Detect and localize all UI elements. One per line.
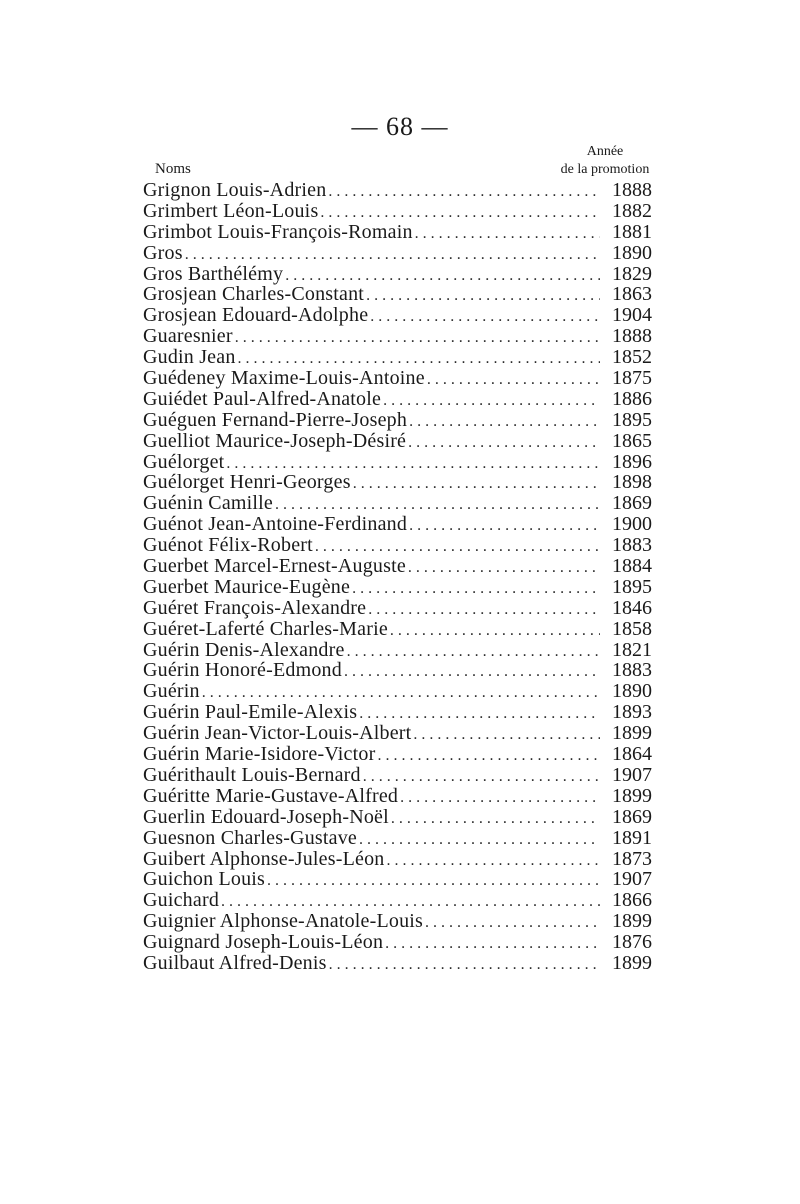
entry-year: 1895: [612, 408, 652, 431]
dot-leader: [408, 558, 600, 579]
entry-year: 1896: [612, 450, 652, 473]
list-item: [143, 953, 670, 974]
entry-year: 1864: [612, 743, 652, 766]
dot-leader: [391, 809, 600, 830]
dot-leader: [328, 182, 600, 203]
list-item: [143, 535, 670, 556]
list-item: [143, 619, 670, 640]
list-item: [143, 890, 670, 911]
entry-name: Guéret-Laferté Charles-Marie: [143, 617, 388, 640]
entry-year: 1876: [612, 931, 652, 954]
entry-name: Guerbet Marcel-Ernest-Auguste: [143, 555, 406, 578]
dot-leader: [390, 621, 600, 642]
entry-name: Guerlin Edouard-Joseph-Noël: [143, 805, 389, 828]
entry-year: 1890: [612, 241, 652, 264]
entry-name: Grimbot Louis-François-Romain: [143, 220, 413, 243]
dot-leader: [329, 955, 600, 976]
entry-name: Guédeney Maxime-Louis-Antoine: [143, 367, 425, 390]
entry-year: 1882: [612, 199, 652, 222]
entry-name: Guérin Denis-Alexandre: [143, 638, 345, 661]
list-item: [143, 431, 670, 452]
dot-leader: [366, 286, 600, 307]
entry-name: Guelliot Maurice-Joseph-Désiré: [143, 429, 407, 452]
list-item: [143, 410, 670, 431]
entry-year: 1898: [612, 471, 652, 494]
dot-leader: [409, 412, 600, 433]
dot-leader: [415, 224, 600, 245]
entry-name: Guichard: [143, 889, 220, 912]
entry-name: Guérin Marie-Isidore-Victor: [143, 743, 376, 766]
entry-name: Grignon Louis-Adrien: [143, 179, 327, 201]
list-item: [143, 493, 670, 514]
entry-name: Guéret François-Alexandre: [143, 596, 367, 619]
entry-year: 1899: [612, 910, 652, 933]
entry-year: 1869: [612, 492, 652, 515]
entry-name: Grimbert Léon-Louis: [143, 199, 319, 222]
entry-year: 1890: [612, 680, 652, 703]
entry-name: Guénin Camille: [143, 492, 273, 515]
list-item: [143, 514, 670, 535]
list-item: [143, 180, 670, 201]
list-item: [143, 828, 670, 849]
entry-name: Grosjean Edouard-Adolphe: [143, 304, 369, 327]
dot-leader: [359, 830, 600, 851]
dot-leader: [235, 328, 600, 349]
list-item: [143, 284, 670, 305]
entry-name: Guérin: [143, 680, 200, 703]
entries-list: [143, 180, 670, 974]
entry-name: Guélorget: [143, 450, 225, 473]
entry-name: Grosjean Charles-Constant: [143, 283, 365, 306]
list-item: [143, 869, 670, 890]
entry-year: 1869: [612, 805, 652, 828]
entry-name: Gudin Jean: [143, 346, 236, 369]
entry-year: 1899: [612, 951, 652, 974]
list-item: [143, 368, 670, 389]
list-item: [143, 744, 670, 765]
dot-leader: [409, 516, 600, 537]
list-item: [143, 472, 670, 493]
list-item: [143, 577, 670, 598]
dot-leader: [408, 433, 600, 454]
list-item: [143, 556, 670, 577]
entry-year: 1821: [612, 638, 652, 661]
entry-name: Gros: [143, 241, 183, 264]
entry-year: 1829: [612, 262, 652, 285]
entry-year: 1886: [612, 387, 652, 410]
entry-name: Guesnon Charles-Gustave: [143, 826, 357, 849]
entry-year: 1904: [612, 304, 652, 327]
entry-name: Guérin Jean-Victor-Louis-Albert: [143, 722, 412, 745]
dot-leader: [427, 370, 600, 391]
entry-name: Gros Barthélémy: [143, 262, 284, 285]
entry-name: Guénot Jean-Antoine-Ferdinand: [143, 513, 408, 536]
list-item: [143, 911, 670, 932]
dot-leader: [352, 579, 600, 600]
entry-year: 1899: [612, 784, 652, 807]
entry-year: 1865: [612, 429, 652, 452]
entry-name: Guénot Félix-Robert: [143, 534, 313, 557]
column-header-names: Noms: [155, 161, 191, 177]
dot-leader: [413, 725, 600, 746]
entry-year: 1866: [612, 889, 652, 912]
list-item: [143, 660, 670, 681]
entry-name: Guibert Alphonse-Jules-Léon: [143, 847, 385, 870]
list-item: [143, 222, 670, 243]
entry-year: 1888: [612, 325, 652, 348]
list-item: [143, 452, 670, 473]
column-header-year-line2: de la promotion: [560, 162, 650, 177]
list-item: [143, 201, 670, 222]
entry-year: 1884: [612, 555, 652, 578]
entry-name: Guignard Joseph-Louis-Léon: [143, 931, 384, 954]
list-item: [143, 807, 670, 828]
entry-name: Guérin Paul-Emile-Alexis: [143, 701, 358, 724]
entry-year: 1873: [612, 847, 652, 870]
entry-name: Guerbet Maurice-Eugène: [143, 575, 351, 598]
list-item: [143, 765, 670, 786]
list-item: [143, 681, 670, 702]
list-item: [143, 849, 670, 870]
dot-leader: [267, 871, 600, 892]
dot-leader: [370, 307, 600, 328]
entry-year: 1846: [612, 596, 652, 619]
list-item: [143, 598, 670, 619]
entry-name: Guérithault Louis-Bernard: [143, 763, 361, 786]
entry-name: Guichon Louis: [143, 868, 266, 891]
entry-year: 1863: [612, 283, 652, 306]
entry-name: Guérin Honoré-Edmond: [143, 659, 342, 682]
entry-year: 1900: [612, 513, 652, 536]
entry-name: Guéguen Fernand-Pierre-Joseph: [143, 408, 408, 431]
entry-year: 1895: [612, 575, 652, 598]
dot-leader: [347, 642, 600, 663]
list-item: [143, 786, 670, 807]
page-number: — 68 —: [351, 112, 449, 141]
entry-name: Guéritte Marie-Gustave-Alfred: [143, 784, 399, 807]
entry-name: Guignier Alphonse-Anatole-Louis: [143, 910, 424, 933]
dot-leader: [385, 934, 600, 955]
dot-leader: [383, 391, 600, 412]
dot-leader: [400, 788, 600, 809]
dot-leader: [344, 662, 600, 683]
entry-name: Guilbaut Alfred-Denis: [143, 951, 327, 974]
entry-year: 1907: [612, 763, 652, 786]
dot-leader: [386, 851, 600, 872]
dot-leader: [425, 913, 600, 934]
column-header-year: [540, 143, 670, 179]
list-item: [143, 640, 670, 661]
list-item: [143, 702, 670, 723]
list-item: [143, 264, 670, 285]
column-header-year-line1: Année: [586, 144, 624, 159]
entry-year: 1899: [612, 722, 652, 745]
list-item: [143, 347, 670, 368]
entry-year: 1907: [612, 868, 652, 891]
list-item: [143, 389, 670, 410]
dot-leader: [363, 767, 600, 788]
entry-year: 1893: [612, 701, 652, 724]
entry-year: 1883: [612, 659, 652, 682]
dot-leader: [377, 746, 600, 767]
entry-year: 1875: [612, 367, 652, 390]
entry-name: Guélorget Henri-Georges: [143, 471, 351, 494]
entry-name: Guiédet Paul-Alfred-Anatole: [143, 387, 382, 410]
dot-leader: [368, 600, 600, 621]
dot-leader: [353, 474, 600, 495]
list-item: [143, 305, 670, 326]
list-item: [143, 723, 670, 744]
list-item: [143, 243, 670, 264]
list-item: [143, 326, 670, 347]
entry-year: 1852: [612, 346, 652, 369]
entry-year: 1883: [612, 534, 652, 557]
list-item: [143, 932, 670, 953]
entry-year: 1888: [612, 179, 652, 201]
entry-year: 1858: [612, 617, 652, 640]
entry-year: 1891: [612, 826, 652, 849]
entry-name: Guaresnier: [143, 325, 233, 348]
entry-year: 1881: [612, 220, 652, 243]
